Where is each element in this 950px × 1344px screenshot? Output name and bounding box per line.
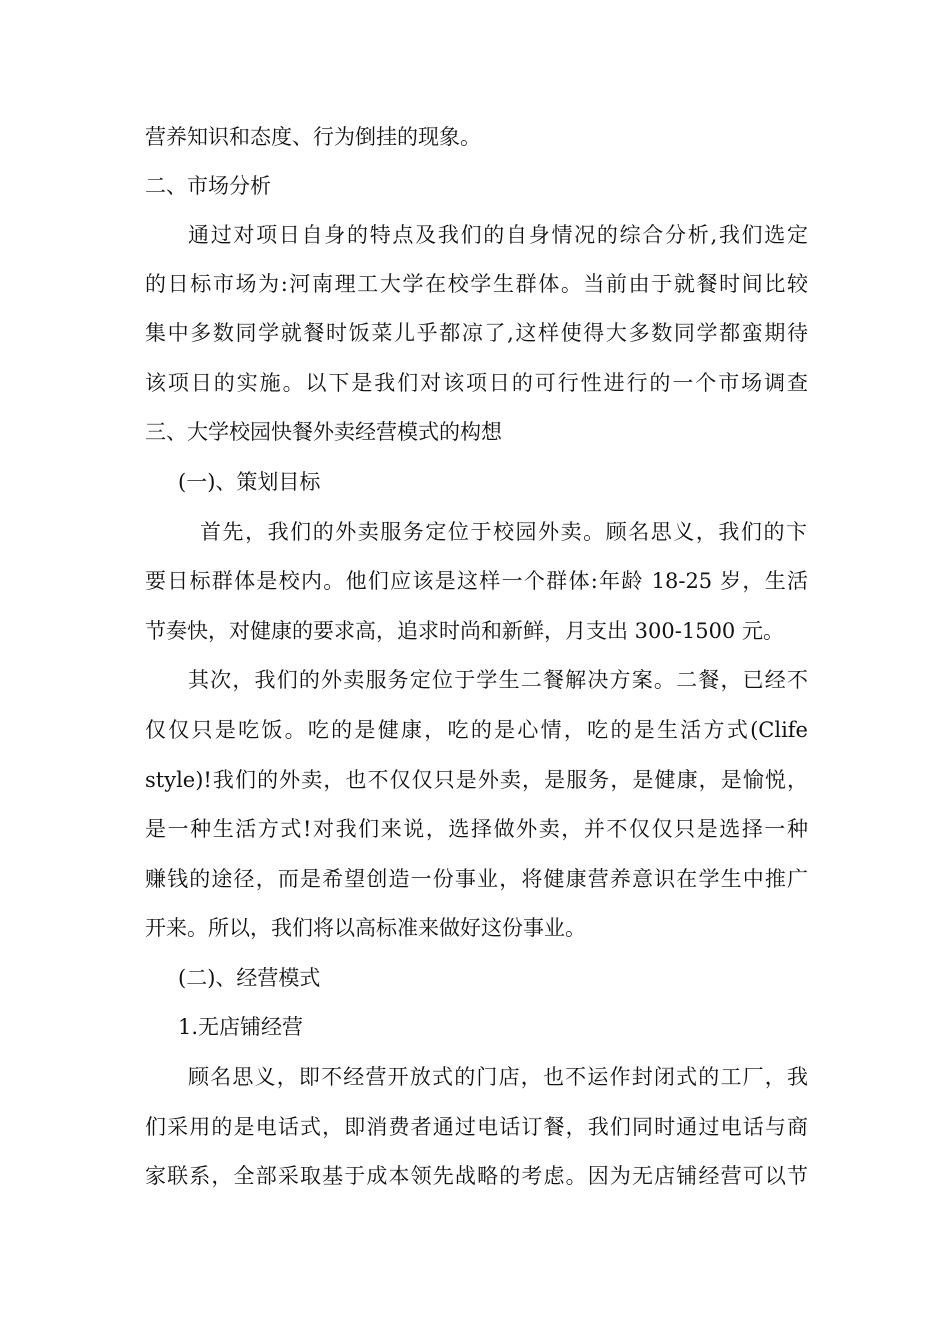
text-line: 集中多数同学就餐时饭菜儿乎都凉了,这样使得大多数同学都蛮期待 [145, 321, 808, 345]
text-line: 其次，我们的外卖服务定位于学生二餐解决方案。二餐，已经不 [188, 668, 808, 692]
text-line: style)!我们的外卖，也不仅仅只是外卖，是服务，是健康，是愉悦， [145, 768, 808, 792]
subsection-heading: 1.无店铺经营 [178, 1015, 304, 1039]
text-line: 节奏快，对健康的要求高，追求时尚和新鲜，月支出 300-1500 元。 [145, 619, 784, 643]
text-line: 营养知识和态度、行为倒挂的现象。 [145, 125, 481, 149]
text-line: 顾名思义，即不经营开放式的门店，也不运作封闭式的工厂，我 [188, 1065, 808, 1089]
text-line: 们采用的是电话式，即消费者通过电话订餐，我们同时通过电话与商 [145, 1115, 808, 1139]
text-line: 仅仅只是吃饭。吃的是健康，吃的是心情，吃的是生活方式(Clife [145, 718, 808, 742]
text-line: 的日标市场为:河南理工大学在校学生群体。当前由于就餐时间比较 [145, 272, 808, 296]
text-line: 通过对项日自身的特点及我们的自身情况的综合分析,我们选定 [188, 223, 808, 247]
text-line: 开来。所以，我们将以高标准来做好这份事业。 [145, 916, 586, 940]
text-line: 要日标群体是校内。他们应该是这样一个群体:年龄 18-25 岁，生活 [145, 569, 808, 593]
subsection-heading: (二)、经营模式 [178, 966, 321, 990]
text-line: 该项日的实施。以下是我们对该项日的可行性进行的一个市场调查 [145, 371, 808, 395]
text-line: 是一种生活方式!对我们来说，选择做外卖，并不仅仅只是选择一种 [145, 817, 808, 841]
section-heading: 三、大学校园快餐外卖经营模式的构想 [145, 420, 502, 444]
section-heading: 二、市场分析 [145, 174, 271, 198]
subsection-heading: (一)、策划目标 [178, 470, 321, 494]
text-line: 首先，我们的外卖服务定位于校园外卖。顾名思义，我们的卞 [200, 520, 807, 544]
text-line: 家联系，全部采取基于成本领先战略的考虑。因为无店铺经营可以节 [145, 1164, 808, 1188]
text-line: 赚钱的途径，而是希望创造一份事业，将健康营养意识在学生中推广 [145, 867, 808, 891]
